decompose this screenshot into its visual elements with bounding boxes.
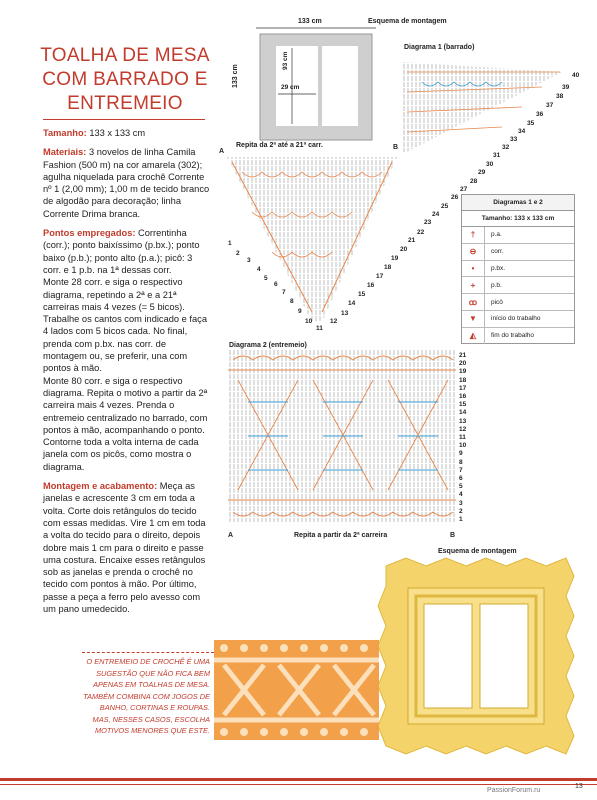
p-a-symbol-icon: † xyxy=(462,227,485,243)
d2-row-1: 1 xyxy=(459,516,463,523)
d1-row-34: 34 xyxy=(518,128,526,135)
legend-title: Diagramas 1 e 2 xyxy=(462,195,574,211)
d1-row-33: 33 xyxy=(510,136,518,143)
d1-row-27: 27 xyxy=(460,186,468,193)
d1-row-35: 35 xyxy=(527,120,535,127)
legend-label: início do trabalho xyxy=(491,315,541,323)
d1-row-12: 12 xyxy=(330,318,338,325)
legend-row xyxy=(462,328,574,344)
d2-row-2: 2 xyxy=(459,507,463,515)
d1-row-19: 19 xyxy=(391,255,399,262)
d1-row-21: 21 xyxy=(408,237,416,244)
legend-label: picô xyxy=(491,298,503,306)
d2-row-17: 17 xyxy=(459,384,467,392)
d1-row-22: 22 xyxy=(417,229,425,236)
d2-row-13: 13 xyxy=(459,417,467,425)
watermark: PassionForum.ru xyxy=(487,787,541,794)
schema-bottom-title: Esquema de montagem xyxy=(438,548,517,555)
materials-paragraph: Materiais: 3 novelos de linha Camila Fashion (500 m) na cor amarela (302); agulha niquelada para crochê Corrente nº 1 (2,00 mm); 1,00 m de tecido branco de algodão para decoração; linha Corrente Drima branca. xyxy=(43,147,210,219)
footer-rule-thin xyxy=(0,784,597,785)
schema-dim-29: 29 cm xyxy=(281,84,300,91)
d2-row-12: 12 xyxy=(459,425,467,433)
diagram2-chart xyxy=(228,350,456,525)
d2-row-4: 4 xyxy=(459,491,463,499)
d1-row-37: 37 xyxy=(546,102,554,109)
legend-row xyxy=(462,261,574,278)
diagram1-title: Diagrama 1 (barrado) xyxy=(404,44,475,51)
d1-row-39: 39 xyxy=(562,84,570,91)
d1-row-32: 32 xyxy=(502,144,510,151)
schema-dim-top: 133 cm xyxy=(298,18,322,25)
legend-row xyxy=(462,244,574,261)
d1-row-26: 26 xyxy=(451,194,459,201)
diagram1-repeat: Repita da 2ª até a 21ª carr. xyxy=(236,142,323,149)
quote-divider xyxy=(82,652,214,653)
d1-row-31: 31 xyxy=(493,152,501,159)
d2-row-18: 18 xyxy=(459,376,467,384)
legend-row xyxy=(462,294,574,311)
d2-row-11: 11 xyxy=(459,434,466,441)
d1-row-30: 30 xyxy=(486,161,494,168)
footer-rule-thick xyxy=(0,778,597,781)
diagram1-b: B xyxy=(393,144,399,151)
diagram2-b: B xyxy=(450,532,456,539)
d1-row-24: 24 xyxy=(432,211,440,218)
d1-row-10: 10 xyxy=(305,318,313,325)
start-arrow-icon: ▼ xyxy=(462,311,485,327)
d2-row-9: 9 xyxy=(459,450,463,458)
diagram2-title: Diagrama 2 (entremeio) xyxy=(229,342,307,349)
schema-dim-side: 133 cm xyxy=(232,64,239,88)
d1-row-14: 14 xyxy=(348,300,356,307)
instructions-column xyxy=(43,127,211,622)
d1-row-25: 25 xyxy=(441,203,449,210)
d1-row-9: 9 xyxy=(298,308,302,315)
d2-row-6: 6 xyxy=(459,475,463,482)
d1-row-18: 18 xyxy=(384,264,392,271)
d1-row-29: 29 xyxy=(478,169,486,176)
legend-row xyxy=(462,277,574,294)
d1-row-36: 36 xyxy=(536,111,544,118)
d1-row-20: 20 xyxy=(400,246,408,253)
d1-row-13: 13 xyxy=(341,310,349,317)
title-divider xyxy=(43,119,205,120)
diagram1-a: A xyxy=(219,148,225,155)
d1-row-17: 17 xyxy=(376,273,384,280)
d1-row-6: 6 xyxy=(274,281,278,288)
legend-label: p.bx. xyxy=(491,264,506,272)
d1-row-8: 8 xyxy=(290,298,294,305)
d2-row-15: 15 xyxy=(459,401,467,409)
d2-row-3: 3 xyxy=(459,499,463,507)
pull-quote: O ENTREMEIO DE CROCHÊ É UMA SUGESTÃO QUE NÃO FICA BEM APENAS EM TOALHAS DE MESA. TAMBÉM COMBINA COM JOGOS DE BANHO, CORTINAS E ROUPAS. MAS, NESSES CASOS, ESCOLHA MOTIVOS MENORES QUE ESTE. xyxy=(83,657,210,735)
d1-row-11: 11 xyxy=(316,325,323,332)
d2-row-8: 8 xyxy=(459,458,463,466)
d1-row-7: 7 xyxy=(282,289,286,296)
legend-label: fim do trabalho xyxy=(491,332,534,340)
d2-row-10: 10 xyxy=(459,442,467,450)
d1-row-1: 1 xyxy=(228,240,232,247)
schema-bottom-drawing xyxy=(376,556,576,756)
single-crochet-symbol-icon: + xyxy=(462,277,485,293)
d1-row-4: 4 xyxy=(257,266,261,273)
d1-row-23: 23 xyxy=(424,219,432,226)
d1-row-2: 2 xyxy=(236,250,240,257)
d1-row-28: 28 xyxy=(470,178,478,185)
slip-stitch-symbol-icon: • xyxy=(462,261,485,277)
diagram2-repeat: Repita a partir da 2ª carreira xyxy=(294,532,388,539)
diagram2-a: A xyxy=(228,532,234,539)
d2-row-14: 14 xyxy=(459,409,467,417)
legend-label: p.b. xyxy=(491,281,502,289)
assembly-paragraph: Montagem e acabamento: Meça as janelas e acrescente 3 cm em toda a volta. Corte dois retângulos do tecido com essas medidas. Vire 1 cm em toda a volta do tecido para o direito, depois dobre mais 1 cm para o direito e passe uma costura. Encaixe esses retângulos sob as janelas e prenda o crochê no tecido com pontos à mão. Por último, passe a peça a ferro pelo avesso com um pano umedecido. xyxy=(43,481,206,614)
d1-row-3: 3 xyxy=(247,257,251,264)
legend-table xyxy=(461,194,575,344)
d2-row-20: 20 xyxy=(459,360,467,368)
chain-symbol-icon: ⊖ xyxy=(462,244,485,260)
picot-symbol-icon: ꝏ xyxy=(462,294,485,310)
legend-label: corr. xyxy=(491,248,504,256)
border-paragraph: Monte 28 corr. e siga o respectivo diagrama, repetindo a 2ª e a 21ª carreiras mais 4 vezes (= 5 bicos). Trabalhe os cantos com indicado e faça 4 lados com 5 bicos cada. No final, prenda com p.bx. nas corr. de montagem ou, se preferir, una com pontos à mão. xyxy=(43,277,207,374)
insert-paragraph: Monte 80 corr. e siga o respectivo diagrama. Repita o motivo a partir da 2ª carreira mais 4 vezes. Prenda o entremeio centralizado no barrado, com pontos à mão, acompanhando o ponto. Contorne toda a volta interna de cada janela com os picôs, como mostra o diagrama. xyxy=(43,375,208,472)
legend-row xyxy=(462,227,574,244)
d1-row-40: 40 xyxy=(572,72,580,79)
crochet-insert-photo xyxy=(214,640,379,740)
schema-top-title: Esquema de montagem xyxy=(368,18,447,25)
legend-rows xyxy=(462,227,574,344)
page-title: TOALHA DE MESA COM BARRADO E ENTREMEIO xyxy=(40,45,210,114)
legend-row xyxy=(462,311,574,328)
d1-row-15: 15 xyxy=(358,291,366,298)
d2-row-19: 19 xyxy=(459,368,467,376)
d1-row-5: 5 xyxy=(264,275,268,282)
legend-subtitle: Tamanho: 133 x 133 cm xyxy=(462,211,574,227)
d2-row-21: 21 xyxy=(459,352,467,359)
d1-row-38: 38 xyxy=(556,93,564,100)
end-symbol-icon: ◭ xyxy=(462,328,485,344)
legend-label: p.a. xyxy=(491,231,502,239)
stitches-paragraph: Pontos empregados: Correntinha (corr.); ponto baixíssimo (p.bx.); ponto baixo (p.b.); ponto alto (p.a.); picô: 3 corr. e 1 p.b. na 1ª dessas corr. xyxy=(43,228,200,275)
d2-row-5: 5 xyxy=(459,483,463,491)
d2-row-7: 7 xyxy=(459,466,463,474)
page-number: 13 xyxy=(575,783,583,790)
d2-row-16: 16 xyxy=(459,393,467,400)
schema-dim-93: 93 cm xyxy=(282,51,289,70)
size-paragraph: Tamanho: 133 x 133 cm xyxy=(43,128,146,138)
d1-row-16: 16 xyxy=(367,282,375,289)
